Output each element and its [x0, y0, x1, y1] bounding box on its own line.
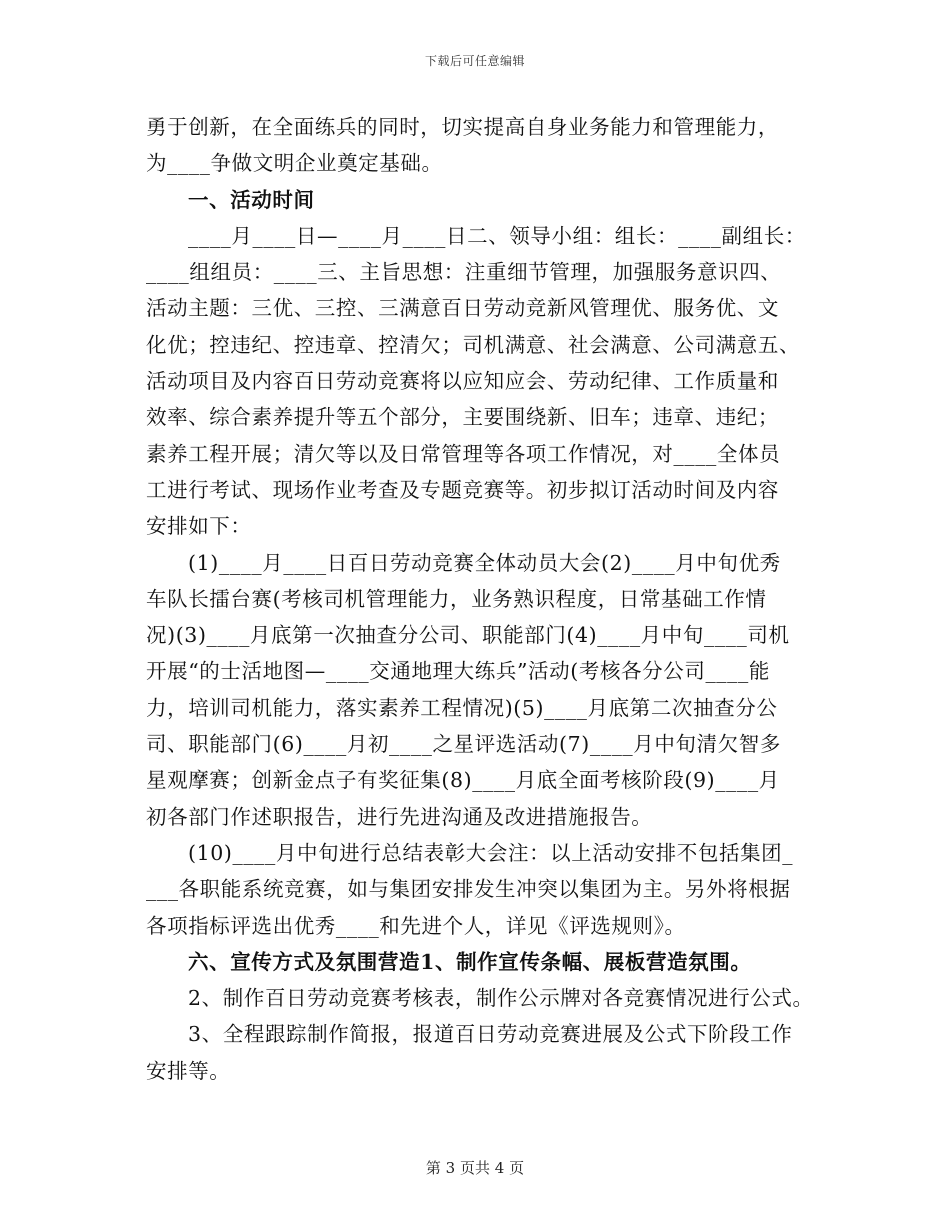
paragraph-line: 活动主题：三优、三控、三满意百日劳动竞新风管理优、服务优、文: [146, 296, 779, 321]
paragraph-line: 安排等。: [146, 1058, 231, 1083]
page-header: 下载后可任意编辑: [424, 54, 525, 68]
paragraph-line: 司、职能部门(6)____月初____之星评选活动(7)____月中旬清欠智多: [146, 732, 781, 757]
paragraph-line: 安排如下：: [146, 514, 252, 539]
paragraph-line: 况)(3)____月底第一次抽查分公司、职能部门(4)____月中旬____司机: [146, 623, 790, 648]
document-body: [146, 109, 832, 1089]
paragraph-line: 勇于创新，在全面练兵的同时，切实提高自身业务能力和管理能力，: [146, 115, 779, 139]
paragraph-line: 化优；控违纪、控违章、控清欠；司机满意、社会满意、公司满意五、: [146, 332, 801, 357]
paragraph-line: (1)____月____日百日劳动竞赛全体动员大会(2)____月中旬优秀: [188, 550, 781, 575]
paragraph-line: ____月____日—____月____日二、领导小组：组长：____副组长：: [188, 223, 806, 248]
paragraph-line: 车队长擂台赛(考核司机管理能力，业务熟识程度，日常基础工作情: [146, 586, 767, 611]
paragraph-line: 3、全程跟踪制作简报，报道百日劳动竞赛进展及公式下阶段工作: [188, 1022, 793, 1047]
paragraph-line: ___各职能系统竞赛，如与集团安排发生冲突以集团为主。另外将根据: [146, 877, 791, 902]
paragraph-line: 各项指标评选出优秀____和先进个人，详见《评选规则》。: [146, 913, 686, 938]
paragraph-line: 效率、综合素养提升等五个部分，主要围绕新、旧车；违章、违纪；: [146, 405, 779, 430]
paragraph-line: 为____争做文明企业奠定基础。: [146, 151, 443, 176]
page-footer: 第 3 页共 4 页: [425, 1159, 525, 1177]
paragraph-line: 工进行考试、现场作业考查及专题竞赛等。初步拟订活动时间及内容: [146, 477, 779, 502]
paragraph-line: 星观摩赛；创新金点子有奖征集(8)____月底全面考核阶段(9)____月: [146, 768, 780, 793]
paragraph-line: 初各部门作述职报告，进行先进沟通及改进措施报告。: [146, 804, 653, 829]
paragraph-line: ____组组员：____三、主旨思想：注重细节管理，加强服务意识四、: [146, 260, 782, 285]
paragraph-line: 力，培训司机能力，落实素养工程情况)(5)____月底第二次抽查分公: [146, 695, 778, 720]
paragraph-line: 素养工程开展；清欠等以及日常管理等各项工作情况，对____全体员: [146, 441, 781, 466]
paragraph-line: 开展“的士活地图—____交通地理大练兵”活动(考核各分公司____能: [146, 659, 770, 684]
paragraph-line: 2、制作百日劳动竞赛考核表，制作公示牌对各竞赛情况进行公式。: [188, 986, 814, 1011]
paragraph-line: 活动项目及内容百日劳动竞赛将以应知应会、劳动纪律、工作质量和: [146, 369, 779, 394]
section-heading: 一、活动时间: [188, 187, 315, 212]
section-heading: 六、宣传方式及氛围营造1、制作宣传条幅、展板营造氛围。: [188, 949, 752, 974]
paragraph-line: (10)____月中旬进行总结表彰大会注：以上活动安排不包括集团_: [188, 840, 794, 865]
